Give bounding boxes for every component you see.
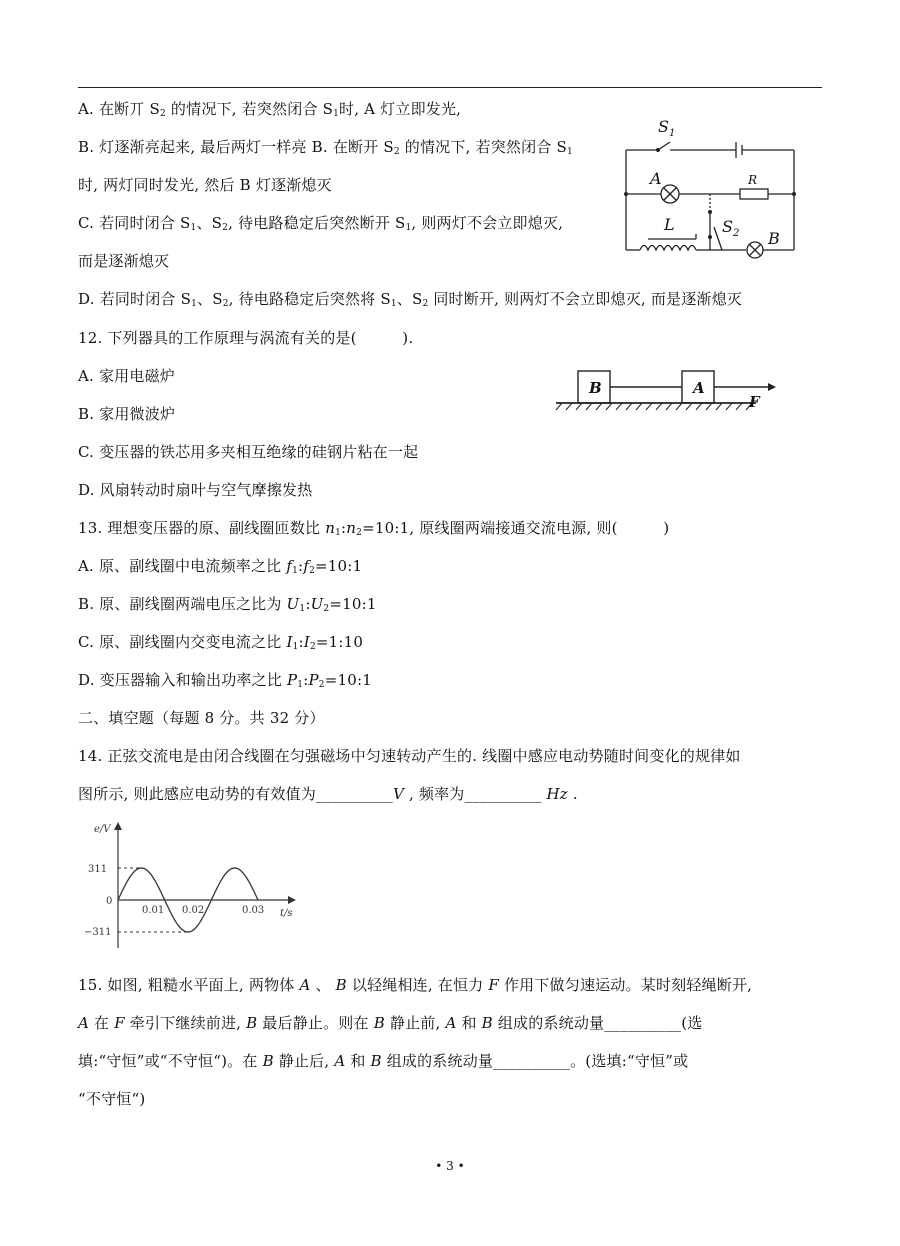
x-tick-label-1: 0.01 [142, 905, 165, 916]
inductor-l-coil [640, 246, 696, 251]
svg-text:S1: $S_1$ [658, 117, 676, 139]
q11-option-a: A. 在断丌 $S_2$ 的情况下, 若突然闭合 $S_1$时, A 灯立即发光, [78, 100, 462, 119]
s1-switch-lever [658, 142, 670, 150]
y-axis-arrow [114, 822, 122, 830]
x-axis-arrow [288, 896, 296, 904]
svg-text:A: A [693, 379, 705, 397]
q11-option-a-cont: B. 灯逐渐亮起来, 最后两灯一样亮 B. 在断开 $S_2$ 的情况下, 若突然闭合 $S_1$ [78, 138, 573, 157]
svg-text:B: B [768, 229, 780, 248]
circuit-diagram [618, 112, 808, 272]
q12-option-b: B. 家用微波炉 [78, 405, 176, 423]
y-tick-label-max: 311 [88, 864, 108, 875]
x-tick-label-3: 0.03 [242, 905, 265, 916]
svg-text:S2: $S_2$ [722, 217, 740, 239]
svg-text:L: L [664, 215, 675, 234]
q11-option-c: C. 若同时闭合 $S_1$、$S_2$, 待电路稳定后突然断开 $S_1$, 则两灯不会立即熄灭, [78, 214, 564, 233]
q14-line-2: 图所示, 则此感应电动势的有效值为__________V , 频率为__________ Hz . [78, 785, 578, 803]
x-tick-label-2: 0.02 [182, 905, 205, 916]
section-heading-fill-in: 二、填空题（每题 8 分。共 32 分） [78, 709, 325, 727]
s2-switch-lever [714, 227, 722, 250]
x-axis-label: t/s [280, 908, 293, 919]
header-rule [78, 87, 822, 88]
svg-text:F: F [749, 393, 760, 411]
q15-line-4: “不守恒“) [78, 1090, 146, 1108]
q12-option-c: C. 变压器的铁芯用多夹相互绝缘的硅钢片粘在一起 [78, 443, 419, 461]
q12-option-a: A. 家用电磁炉 [78, 367, 175, 385]
q13-option-d: D. 变压器输入和输出功率之比 $P_1:P_2=10:1$ [78, 671, 372, 690]
ground-hatching [556, 403, 752, 410]
q13-option-b: B. 原、副线圈两端电压之比为 $U_1:U_2=10:1$ [78, 595, 377, 614]
blocks-diagram [556, 366, 778, 416]
q11-option-b-cont: 时, 两灯同时发光, 然后 B 灯逐渐熄灭 [78, 176, 332, 194]
y-axis-label: e/V [94, 824, 111, 835]
svg-text:A: A [650, 169, 662, 188]
q11-option-c-cont: 而是逐渐熄灭 [78, 252, 170, 270]
q15-line-2: A 在 F 牵引下继续前进, B 最后静止。则在 B 静止前, A 和 B 组成的系统动量__________(选 [78, 1014, 703, 1032]
q13-stem: 13. 理想变压器的原、副线圈匝数比 $n_1:n_2=10:1$, 原线圈两端接通交流电源, 则( ) [78, 519, 670, 538]
q12-option-d: D. 风扇转动时扇叶与空气摩擦发热 [78, 481, 313, 499]
q15-line-3: 填:“守恒”或“不守恒“)。在 B 静止后, A 和 B 组成的系统动量__________。(选填:“守恒”或 [78, 1052, 689, 1070]
y-tick-label-zero: 0 [106, 896, 113, 907]
svg-text:B: B [589, 379, 602, 397]
q13-option-c: C. 原、副线圈内交变电流之比 $I_1:I_2=1:10$ [78, 633, 364, 652]
resistor-r [740, 189, 768, 199]
emf-time-chart [80, 820, 310, 960]
q11-option-d: D. 若同时闭合 $S_1$、$S_2$, 待电路稳定后突然将 $S_1$、$S_2$ 同时断开, 则两灯不会立即熄灭, 而是逐渐熄灭 [78, 290, 743, 309]
svg-text:R: R [748, 173, 758, 187]
q13-option-a: A. 原、副线圈中电流频率之比 $f_1:f_2=10:1$ [78, 557, 363, 576]
q15-line-1: 15. 如图, 粗糙水平面上, 两物体 A 、 B 以轻绳相连, 在恒力 F 作用下做匀速运动。某时刻轻绳断开, [78, 976, 753, 994]
q12-stem: 12. 下列器具的工作原理与涡流有关的是( ). [78, 329, 414, 347]
page-number: • 3 • [435, 1159, 465, 1173]
y-tick-label-min: −311 [84, 927, 112, 938]
q14-line-1: 14. 正弦交流电是由闭合线圈在匀强磁场中匀速转动产生的. 线圈中感应电动势随时间变化的规律如 [78, 747, 741, 765]
